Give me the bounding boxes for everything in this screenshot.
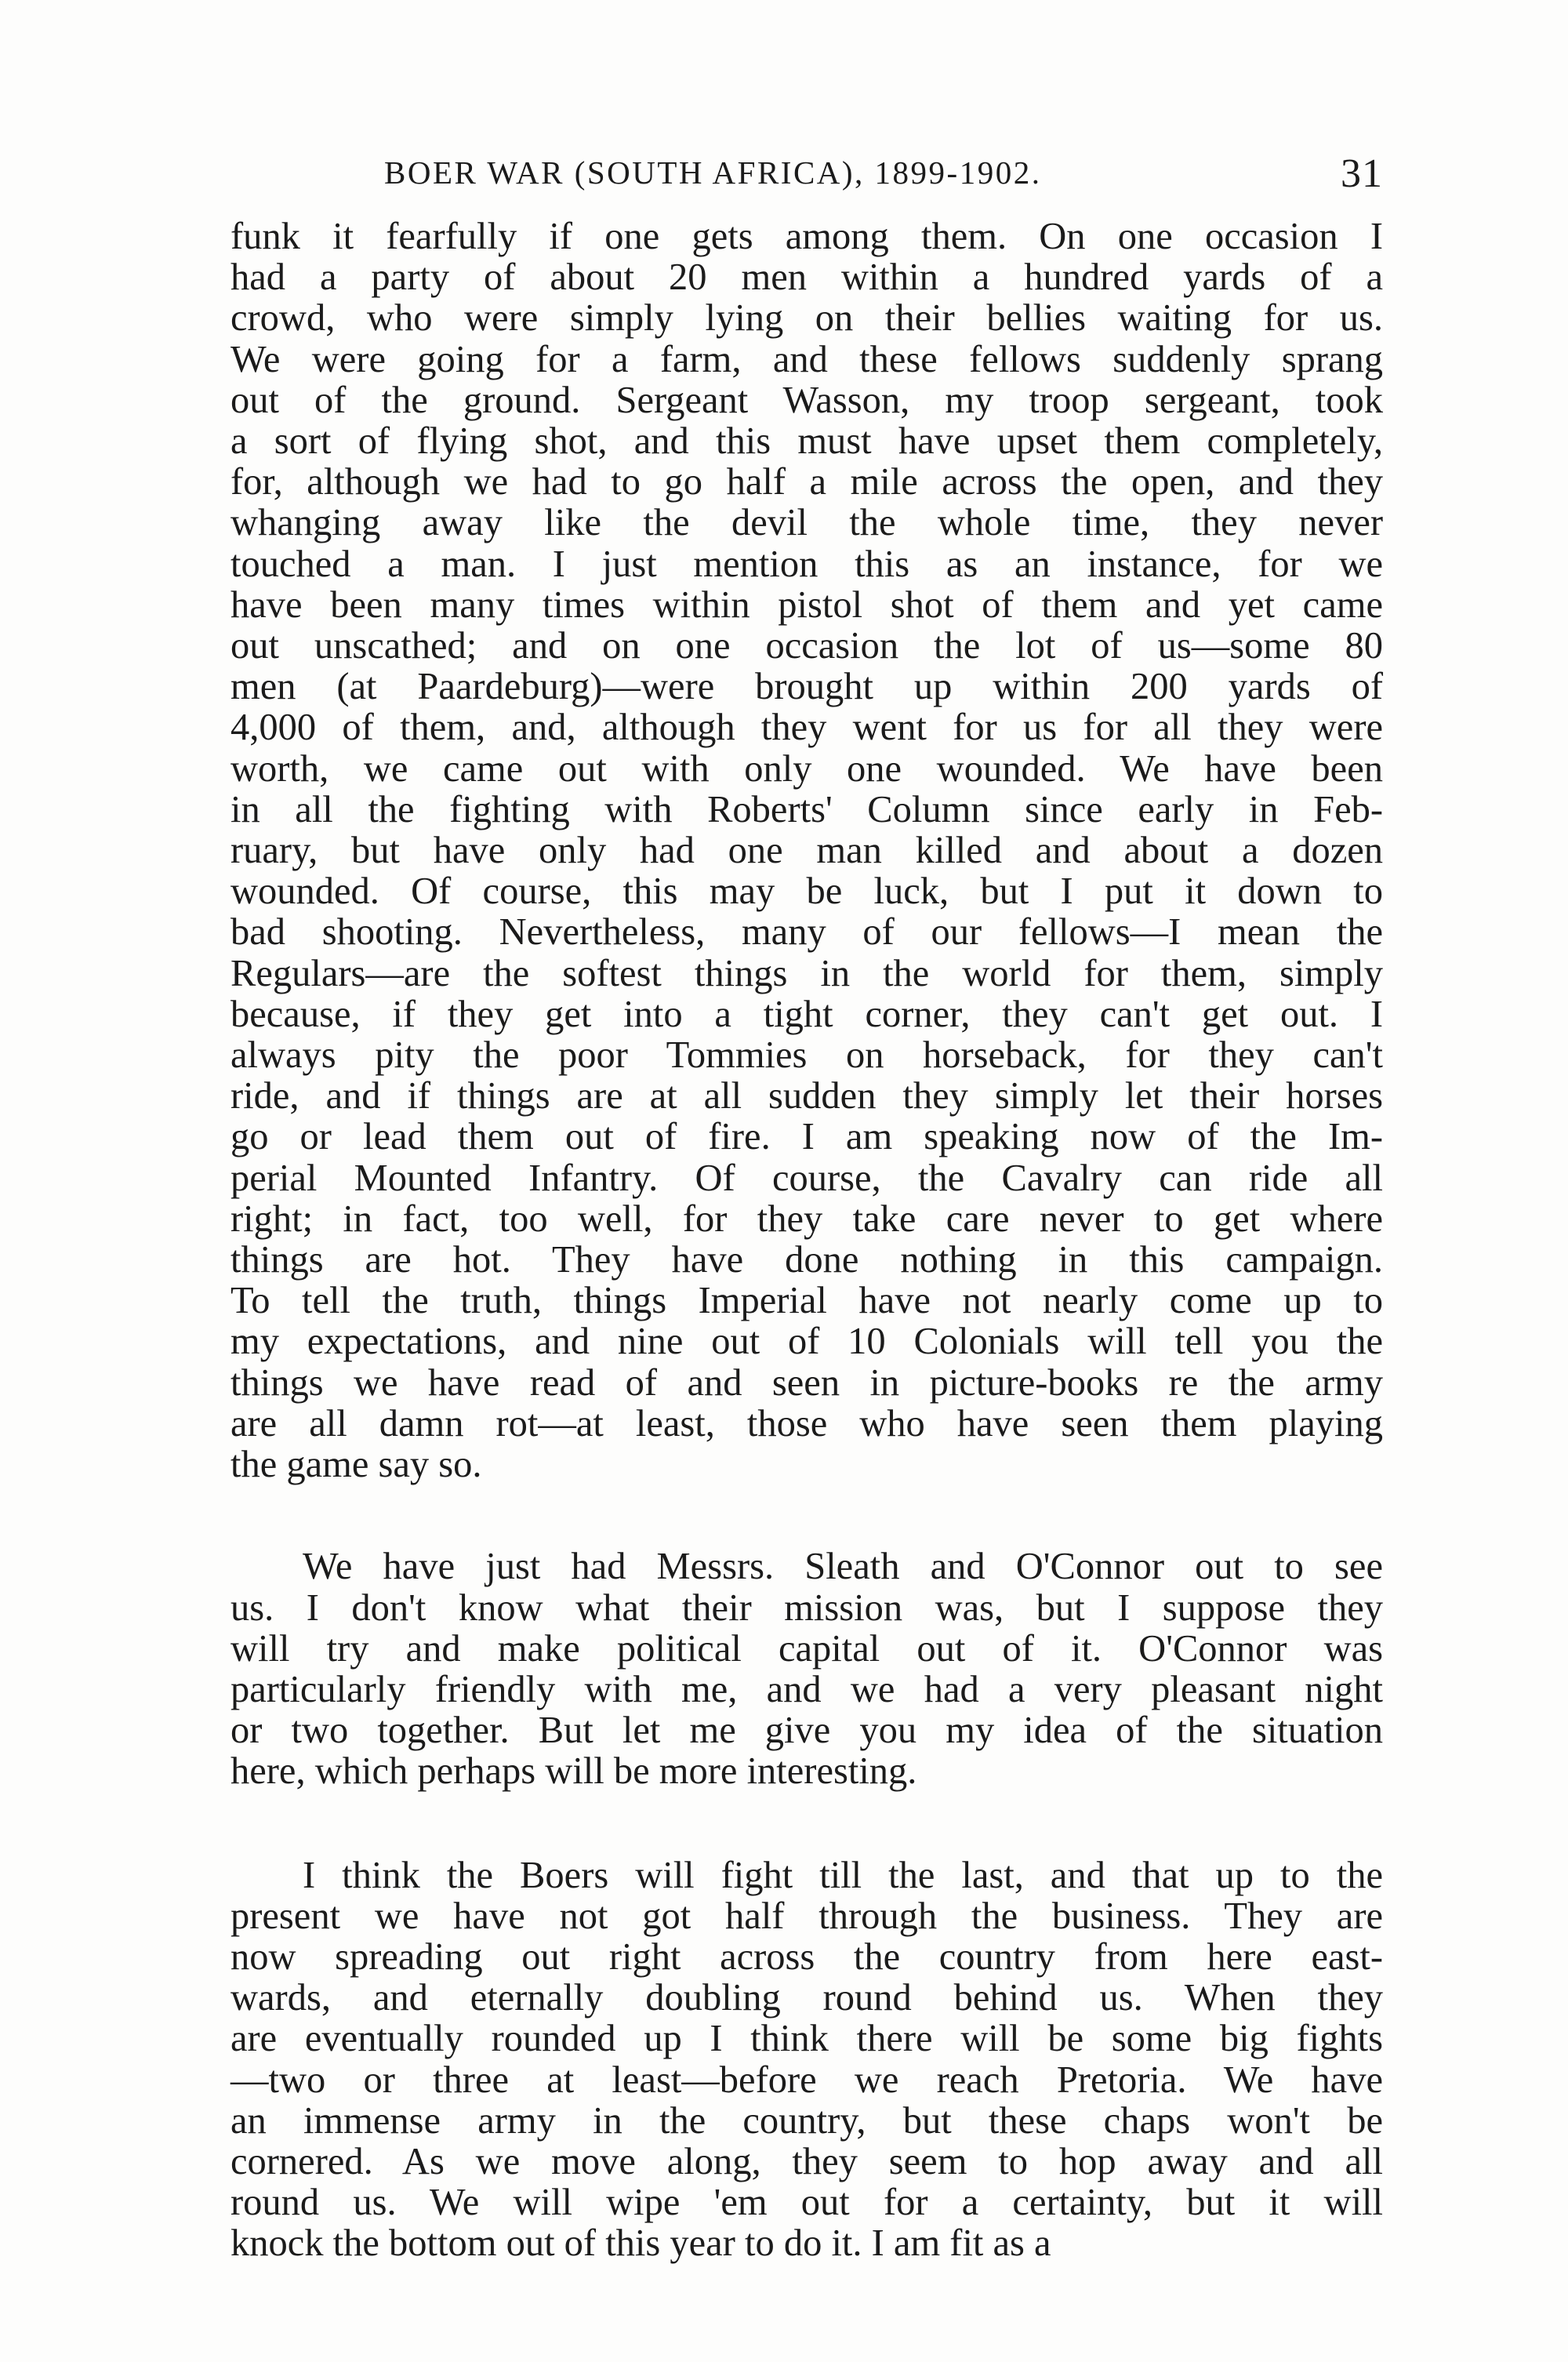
text-line: We have just had Messrs. Sleath and O'Connor out to see xyxy=(303,1546,1383,1588)
paragraph-2 xyxy=(230,1546,1383,1792)
text-line: I think the Boers will fight till the last, and that up to the xyxy=(303,1854,1383,1896)
text-line: things are hot. They have done nothing in this campaign. xyxy=(230,1239,1383,1281)
text-line: for, although we had to go half a mile across the open, and they xyxy=(230,461,1383,503)
text-line: my expectations, and nine out of 10 Colonials will tell you the xyxy=(230,1321,1383,1363)
text-line: the game say so. xyxy=(230,1444,482,1486)
text-line: go or lead them out of fire. I am speaking now of the Im- xyxy=(230,1116,1383,1158)
text-line: out of the ground. Sergeant Wasson, my troop sergeant, took xyxy=(230,379,1383,421)
text-line: bad shooting. Nevertheless, many of our fellows—I mean the xyxy=(230,911,1383,954)
text-line: are eventually rounded up I think there will be some big fights xyxy=(230,2018,1383,2060)
text-line: —two or three at least—before we reach Pretoria. We have xyxy=(230,2059,1383,2101)
text-line: right; in fact, too well, for they take care never to get where xyxy=(230,1197,1383,1240)
text-line: always pity the poor Tommies on horseback, for they can't xyxy=(230,1034,1383,1077)
text-line: Regulars—are the softest things in the world for them, simply xyxy=(230,952,1383,994)
paragraph-3 xyxy=(230,1855,1383,2265)
text-line: knock the bottom out of this year to do it. I am fit as a xyxy=(230,2222,1051,2265)
text-line: To tell the truth, things Imperial have not nearly come up to xyxy=(230,1280,1383,1322)
text-line: an immense army in the country, but these chaps won't be xyxy=(230,2099,1383,2142)
text-line: because, if they get into a tight corner, they can't get out. I xyxy=(230,993,1383,1035)
page-number: 31 xyxy=(1341,151,1383,196)
text-line: 4,000 of them, and, although they went for us for all they were xyxy=(230,707,1383,749)
running-head xyxy=(384,151,1396,201)
text-line: touched a man. I just mention this as an instance, for we xyxy=(230,543,1383,585)
text-line: things we have read of and seen in picture-books re the army xyxy=(230,1361,1383,1404)
text-line: will try and make political capital out of it. O'Connor was xyxy=(230,1627,1383,1670)
text-line: crowd, who were simply lying on their bellies waiting for us. xyxy=(230,297,1383,340)
text-line: wounded. Of course, this may be luck, but I put it down to xyxy=(230,870,1383,913)
text-line: round us. We will wipe 'em out for a certainty, but it will xyxy=(230,2182,1383,2224)
text-line: out unscathed; and on one occasion the lot of us—some 80 xyxy=(230,625,1383,667)
text-line: present we have not got half through the business. They are xyxy=(230,1895,1383,1937)
text-line: or two together. But let me give you my idea of the situation xyxy=(230,1710,1383,1752)
text-line: are all damn rot—at least, those who have seen them playing xyxy=(230,1402,1383,1444)
text-line: had a party of about 20 men within a hundred yards of a xyxy=(230,256,1383,299)
text-line: worth, we came out with only one wounded. We have been xyxy=(230,747,1383,790)
text-line: in all the fighting with Roberts' Column since early in Feb- xyxy=(230,788,1383,830)
text-line: men (at Paardeburg)—were brought up within 200 yards of xyxy=(230,666,1383,708)
text-line: ride, and if things are at all sudden they simply let their horses xyxy=(230,1075,1383,1117)
running-title: BOER WAR (SOUTH AFRICA), 1899-1902. xyxy=(384,154,1042,191)
text-line: have been many times within pistol shot of them and yet came xyxy=(230,583,1383,626)
text-line: wards, and eternally doubling round behind us. When they xyxy=(230,1977,1383,2019)
text-line: perial Mounted Infantry. Of course, the Cavalry can ride all xyxy=(230,1157,1383,1199)
text-line: here, which perhaps will be more interesting. xyxy=(230,1750,917,1793)
text-line: We were going for a farm, and these fellows suddenly sprang xyxy=(230,338,1383,380)
text-line: particularly friendly with me, and we had a very pleasant night xyxy=(230,1668,1383,1710)
text-line: whanging away like the devil the whole time, they never xyxy=(230,502,1383,544)
text-line: us. I don't know what their mission was, but I suppose they xyxy=(230,1586,1383,1629)
body-text xyxy=(230,216,1383,2265)
text-line: ruary, but have only had one man killed and about a dozen xyxy=(230,830,1383,872)
paragraph-1 xyxy=(230,216,1383,1485)
text-line: now spreading out right across the country from here east- xyxy=(230,1935,1383,1978)
text-line: cornered. As we move along, they seem to hop away and all xyxy=(230,2140,1383,2182)
text-line: a sort of flying shot, and this must have upset them completely, xyxy=(230,420,1383,463)
text-line: funk it fearfully if one gets among them. On one occasion I xyxy=(230,216,1383,257)
